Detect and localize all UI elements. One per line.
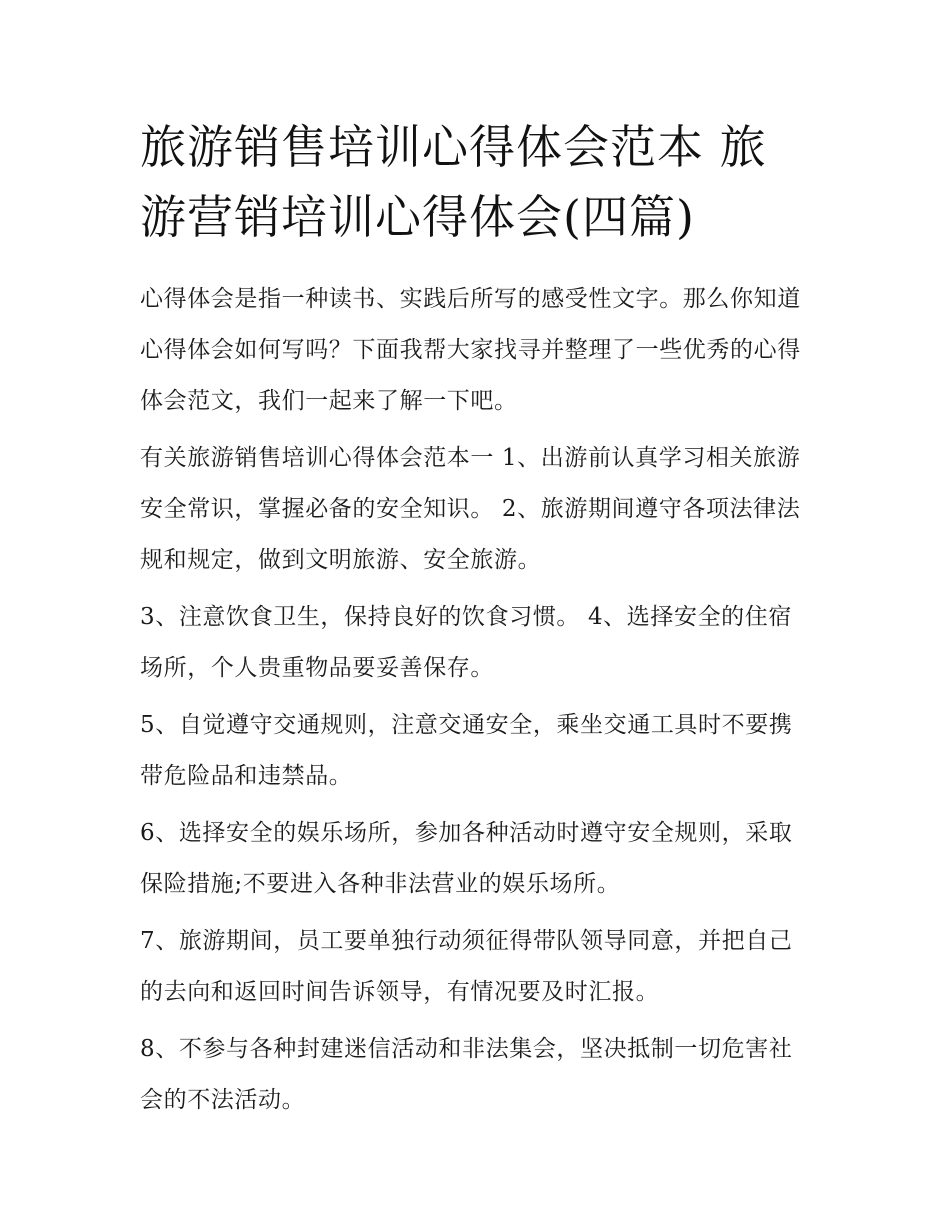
paragraph-item-3-4: 3、注意饮食卫生，保持良好的饮食习惯。 4、选择安全的住宿场所，个人贵重物品要妥善保存。: [140, 604, 792, 681]
document-title: 旅游销售培训心得体会范本 旅游营销培训心得体会(四篇): [140, 120, 767, 244]
paragraph-intro: 心得体会是指一种读书、实践后所写的感受性文字。那么你知道心得体会如何写吗？下面我帮大家找寻并整理了一些优秀的心得体会范文，我们一起来了解一下吧。: [140, 286, 801, 414]
paragraph-item-6: 6、选择安全的娱乐场所，参加各种活动时遵守安全规则，采取保险措施;不要进入各种非法营业的娱乐场所。: [140, 820, 793, 897]
document-content: [140, 112, 812, 1132]
paragraph-item-5: 5、自觉遵守交通规则，注意交通安全，乘坐交通工具时不要携带危险品和违禁品。: [140, 712, 793, 789]
paragraph-item-8: 8、不参与各种封建迷信活动和非法集会，坚决抵制一切危害社会的不法活动。: [140, 1036, 793, 1113]
paragraph-item-7: 7、旅游期间，员工要单独行动须征得带队领导同意，并把自己的去向和返回时间告诉领导，有情况要及时汇报。: [140, 928, 793, 1005]
paragraph-item-1-2: 有关旅游销售培训心得体会范本一 1、出游前认真学习相关旅游安全常识，掌握必备的安全知识。 2、旅游期间遵守各项法律法规和规定，做到文明旅游、安全旅游。: [140, 445, 801, 573]
